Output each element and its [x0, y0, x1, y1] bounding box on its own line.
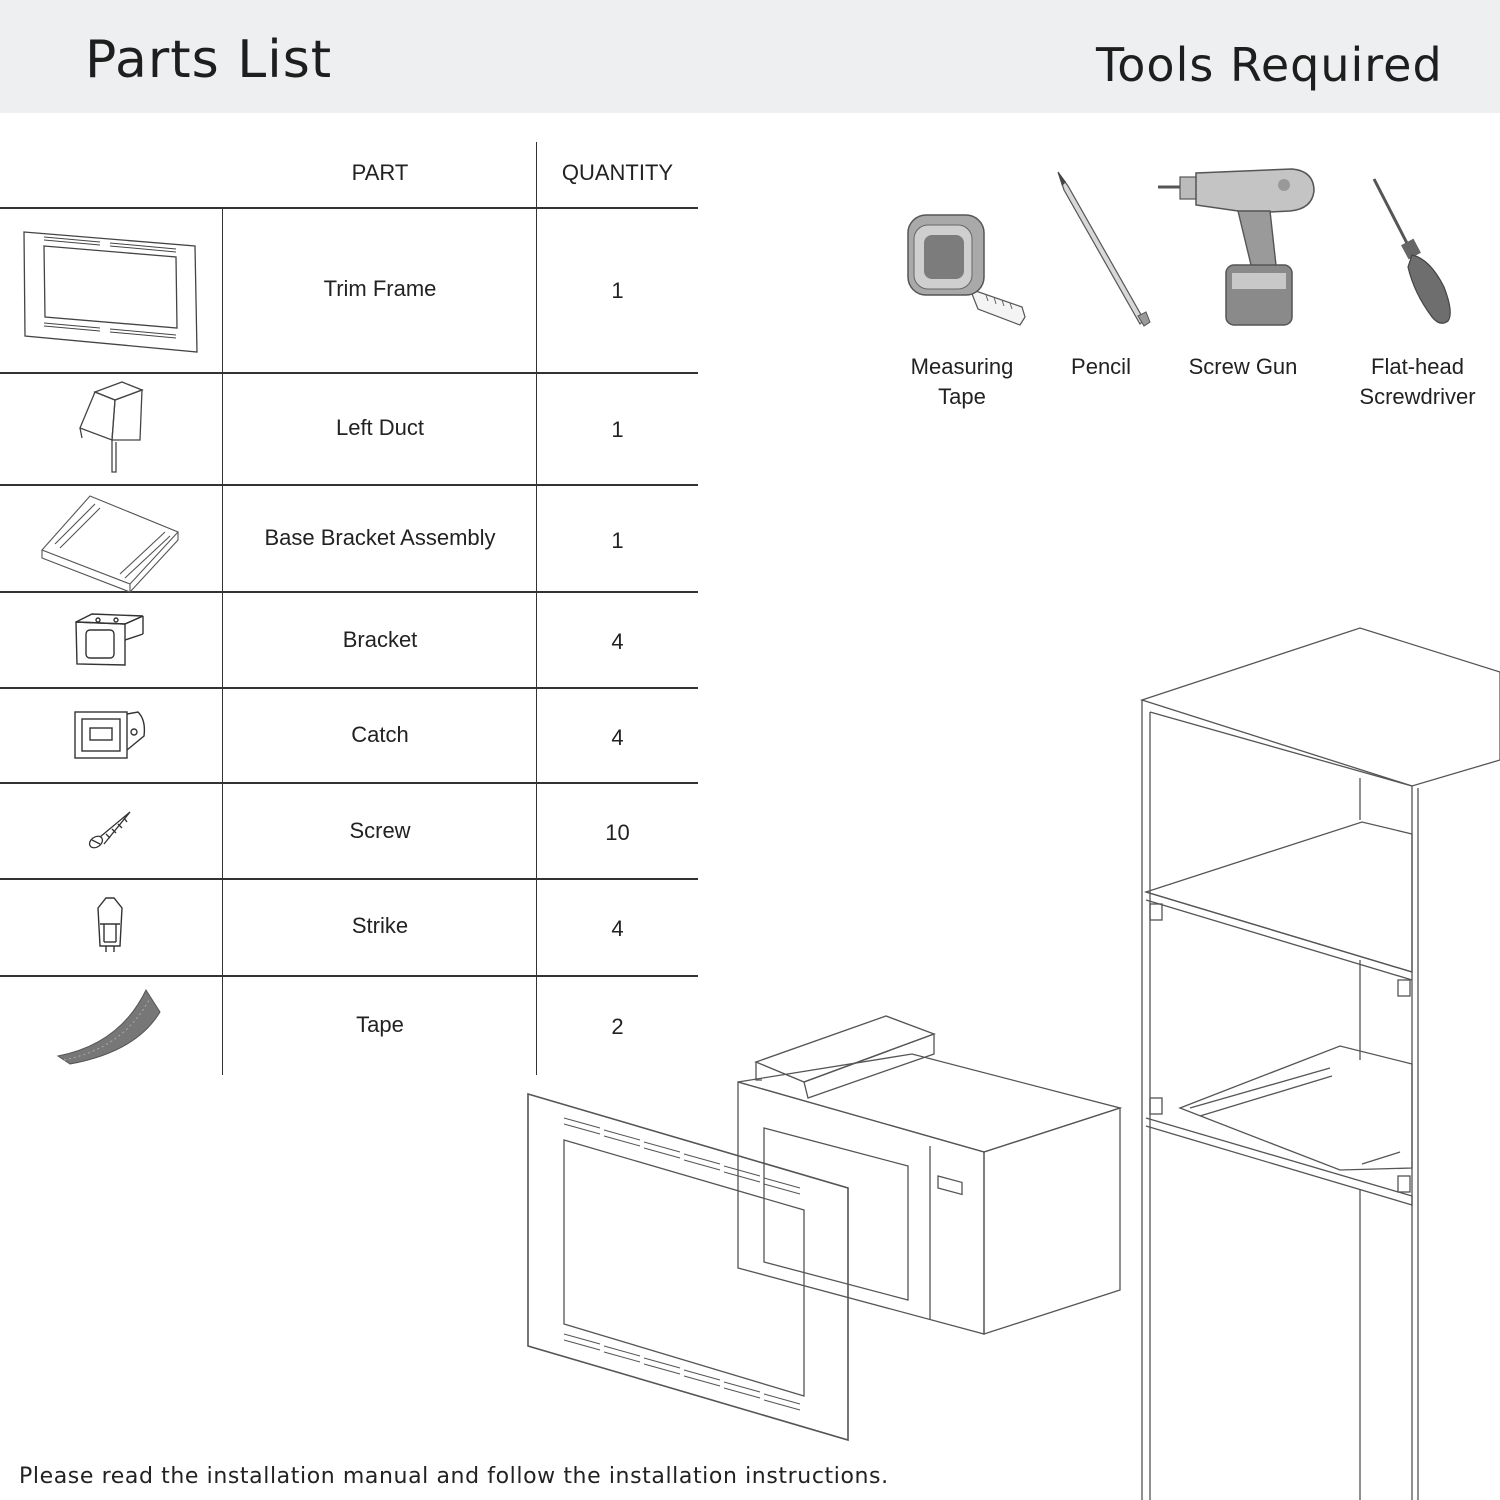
- table-row-quantity: 4: [611, 916, 624, 941]
- tool-label-line1: Flat-head: [1371, 354, 1464, 379]
- table-row-part: Catch: [351, 722, 409, 747]
- parts-list-title: Parts List: [85, 30, 333, 90]
- table-row-quantity: 4: [611, 629, 624, 654]
- quantity-column-header: QUANTITY: [561, 160, 674, 185]
- table-row-quantity: 1: [611, 278, 624, 303]
- tools-required-title: Tools Required: [1096, 38, 1443, 92]
- tool-label-line2: Tape: [938, 384, 986, 409]
- table-row-quantity: 1: [611, 528, 624, 553]
- tool-label-line1: Measuring: [910, 354, 1014, 379]
- table-row-part: Base Bracket Assembly: [264, 525, 496, 550]
- tool-label-line1: Pencil: [1071, 354, 1131, 379]
- table-row-part: Strike: [351, 913, 409, 938]
- table-row-part: Tape: [356, 1012, 404, 1037]
- table-row-quantity: 2: [611, 1014, 624, 1039]
- table-row-part: Screw: [349, 818, 411, 843]
- tool-label-line1: Screw Gun: [1188, 354, 1298, 379]
- part-column-header: PART: [351, 160, 409, 185]
- table-row-quantity: 1: [611, 417, 624, 442]
- installation-note: Please read the installation manual and follow the installation instructions.: [19, 1464, 889, 1489]
- tool-label-line2: Screwdriver: [1359, 384, 1476, 409]
- table-row-part: Left Duct: [335, 415, 425, 440]
- table-row-part: Bracket: [342, 627, 418, 652]
- table-row-quantity: 4: [611, 725, 624, 750]
- table-row-quantity: 10: [605, 820, 630, 845]
- table-row-part: Trim Frame: [323, 276, 437, 301]
- cabinet-top: [1142, 628, 1500, 786]
